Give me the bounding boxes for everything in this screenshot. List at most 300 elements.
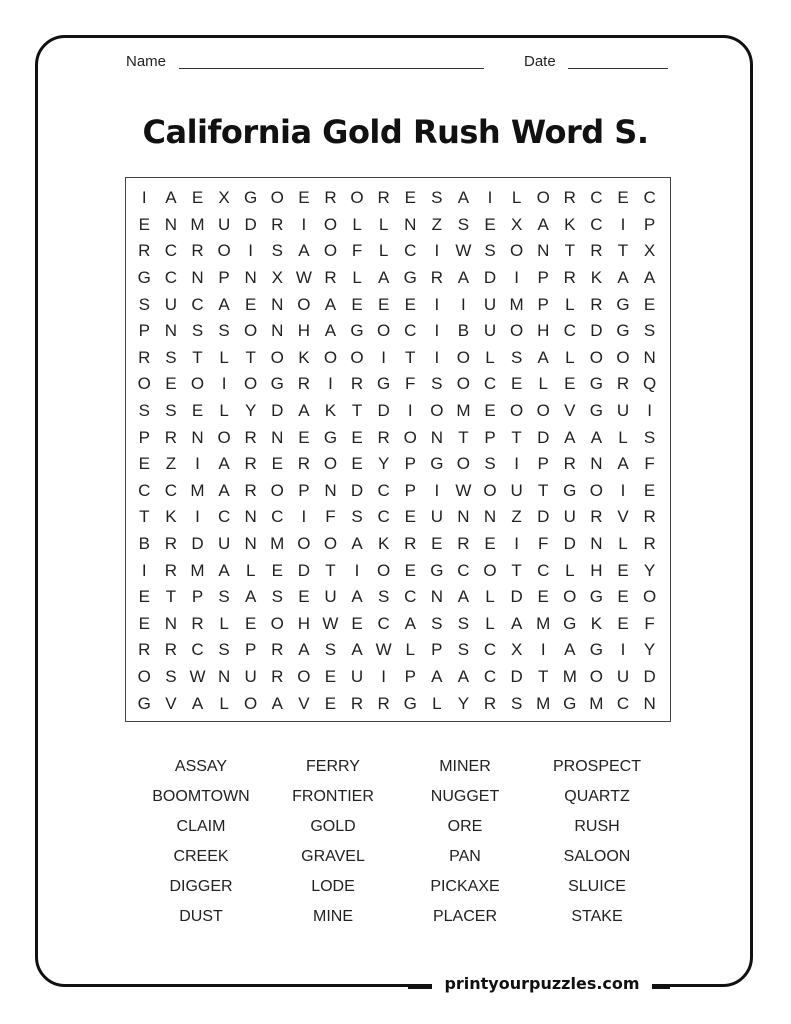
grid-cell: R xyxy=(244,454,257,474)
grid-cell: L xyxy=(432,693,442,713)
grid-cell: E xyxy=(404,294,416,314)
word-list-item: PAN xyxy=(449,848,481,865)
grid-cell: M xyxy=(509,294,524,314)
grid-cell: A xyxy=(457,268,470,288)
grid-cell: E xyxy=(484,401,496,421)
name-field[interactable] xyxy=(179,68,484,69)
grid-cell: S xyxy=(271,587,283,607)
grid-cell: R xyxy=(297,454,310,474)
grid-cell: O xyxy=(536,401,550,421)
word-list-item: SALOON xyxy=(563,848,631,865)
grid-cell: R xyxy=(350,693,364,713)
word-list-item: QUARTZ xyxy=(564,788,630,805)
grid-cell: R xyxy=(563,188,576,208)
grid-cell: M xyxy=(190,560,205,580)
grid-cell: O xyxy=(456,454,471,474)
grid-cell: E xyxy=(191,188,204,208)
grid-cell: A xyxy=(245,587,257,607)
grid-cell: L xyxy=(405,640,415,660)
grid-cell: K xyxy=(324,401,337,421)
grid-cell: B xyxy=(138,534,150,554)
grid-cell: O xyxy=(403,427,417,447)
grid-cell: K xyxy=(298,347,310,367)
grid-cell: X xyxy=(218,188,230,208)
grid-cell: A xyxy=(377,268,390,288)
word-list-item: NUGGET xyxy=(430,788,500,805)
grid-cell: S xyxy=(510,347,523,367)
letter-grid xyxy=(131,185,663,717)
grid-cell: A xyxy=(617,268,629,288)
grid-cell: E xyxy=(245,613,257,633)
grid-cell: Y xyxy=(643,640,656,660)
grid-cell: R xyxy=(271,640,284,660)
grid-cell: D xyxy=(271,401,284,421)
grid-cell: W xyxy=(295,268,312,288)
grid-cell: I xyxy=(514,534,519,554)
grid-cell: X xyxy=(271,268,283,288)
grid-cell: R xyxy=(563,454,576,474)
grid-cell: W xyxy=(322,613,339,633)
grid-cell: F xyxy=(405,374,416,394)
footer-site-link[interactable]: printyourpuzzles.com xyxy=(432,974,652,993)
grid-cell: N xyxy=(191,268,204,288)
grid-cell: N xyxy=(191,427,204,447)
grid-cell: K xyxy=(590,613,603,633)
grid-cell: P xyxy=(404,480,416,500)
word-list-item: PROSPECT xyxy=(552,758,641,775)
grid-cell: N xyxy=(271,321,284,341)
grid-cell: E xyxy=(484,534,496,554)
grid-cell: A xyxy=(191,693,204,713)
grid-cell: O xyxy=(350,188,364,208)
grid-cell: S xyxy=(457,613,470,633)
grid-cell: D xyxy=(643,666,656,686)
grid-cell: R xyxy=(324,268,337,288)
grid-cell: E xyxy=(138,613,150,633)
grid-cell: F xyxy=(644,613,655,633)
grid-cell: G xyxy=(377,374,391,394)
grid-cell: R xyxy=(643,507,656,527)
word-list-item: GOLD xyxy=(310,818,356,835)
grid-cell: I xyxy=(248,241,254,261)
grid-cell: E xyxy=(271,560,283,580)
grid-cell: E xyxy=(138,454,150,474)
grid-cell: E xyxy=(191,401,204,421)
grid-cell: D xyxy=(297,560,310,580)
grid-cell: C xyxy=(377,480,390,500)
grid-cell: A xyxy=(298,640,310,660)
grid-cell: R xyxy=(616,374,630,394)
grid-cell: E xyxy=(643,480,656,500)
grid-cell: G xyxy=(589,401,603,421)
grid-cell: S xyxy=(138,294,150,314)
grid-cell: L xyxy=(618,534,628,554)
grid-cell: C xyxy=(271,507,284,527)
grid-cell: I xyxy=(620,214,626,234)
grid-cell: N xyxy=(164,214,178,234)
grid-cell: S xyxy=(138,401,150,421)
grid-cell: Z xyxy=(431,214,443,234)
grid-cell: L xyxy=(485,613,495,633)
grid-cell: T xyxy=(351,401,363,421)
grid-cell: E xyxy=(431,534,443,554)
grid-cell: R xyxy=(377,693,390,713)
word-list-item: GRAVEL xyxy=(301,848,365,865)
grid-cell: L xyxy=(378,241,389,261)
grid-cell: O xyxy=(270,188,284,208)
grid-cell: Y xyxy=(245,401,257,421)
grid-cell: P xyxy=(537,268,549,288)
grid-cell: W xyxy=(455,480,472,500)
grid-cell: O xyxy=(377,560,391,580)
grid-cell: L xyxy=(485,347,495,367)
grid-cell: A xyxy=(537,214,549,234)
grid-cell: O xyxy=(323,347,338,367)
grid-cell: C xyxy=(404,587,417,607)
grid-cell: S xyxy=(377,587,390,607)
grid-cell: O xyxy=(297,294,311,314)
word-list-item: CLAIM xyxy=(176,818,226,835)
grid-cell: G xyxy=(589,640,603,660)
grid-cell: E xyxy=(351,454,363,474)
grid-cell: M xyxy=(589,693,604,713)
word-list-item: RUSH xyxy=(574,818,620,835)
grid-cell: O xyxy=(244,693,258,713)
grid-cell: R xyxy=(483,693,497,713)
grid-cell: G xyxy=(137,693,151,713)
grid-cell: U xyxy=(616,666,630,686)
grid-cell: N xyxy=(404,214,417,234)
grid-cell: C xyxy=(590,214,603,234)
word-list xyxy=(135,752,665,932)
grid-cell: I xyxy=(461,294,466,314)
grid-cell: R xyxy=(457,534,470,554)
grid-cell: G xyxy=(403,268,417,288)
grid-cell: P xyxy=(484,427,496,447)
grid-cell: I xyxy=(141,560,147,580)
word-list-item: SLUICE xyxy=(568,878,626,895)
grid-cell: A xyxy=(457,188,470,208)
grid-cell: P xyxy=(537,454,549,474)
grid-cell: L xyxy=(352,214,362,234)
grid-cell: X xyxy=(510,214,523,234)
grid-cell: A xyxy=(218,294,230,314)
grid-cell: S xyxy=(484,454,496,474)
grid-cell: G xyxy=(323,427,338,447)
grid-cell: N xyxy=(217,666,231,686)
grid-cell: O xyxy=(456,374,471,394)
grid-cell: T xyxy=(245,347,256,367)
grid-cell: R xyxy=(271,214,284,234)
grid-cell: D xyxy=(483,268,497,288)
grid-cell: H xyxy=(297,321,310,341)
grid-cell: E xyxy=(564,374,576,394)
grid-cell: O xyxy=(190,374,205,394)
grid-cell: G xyxy=(616,294,630,314)
grid-cell: I xyxy=(434,241,440,261)
grid-cell: O xyxy=(137,666,151,686)
grid-cell: E xyxy=(324,666,337,686)
grid-cell: G xyxy=(589,374,603,394)
grid-cell: E xyxy=(245,294,257,314)
grid-cell: G xyxy=(270,374,284,394)
grid-cell: L xyxy=(511,188,522,208)
word-search-grid xyxy=(125,177,671,722)
grid-cell: A xyxy=(218,560,230,580)
grid-cell: C xyxy=(164,268,178,288)
grid-cell: D xyxy=(377,401,390,421)
grid-cell: C xyxy=(483,640,497,660)
grid-cell: N xyxy=(483,507,497,527)
grid-cell: A xyxy=(298,241,310,261)
grid-cell: O xyxy=(509,321,524,341)
grid-cell: A xyxy=(218,454,230,474)
grid-cell: O xyxy=(217,427,231,447)
grid-cell: L xyxy=(565,560,575,580)
grid-cell: C xyxy=(191,294,204,314)
date-field[interactable] xyxy=(568,68,668,69)
footer-rule-left xyxy=(408,986,433,989)
word-list-item: DUST xyxy=(179,908,223,925)
grid-cell: D xyxy=(590,321,603,341)
grid-cell: U xyxy=(616,401,630,421)
grid-cell: R xyxy=(138,241,151,261)
grid-cell: I xyxy=(221,374,227,394)
grid-cell: T xyxy=(325,560,336,580)
grid-cell: L xyxy=(378,214,389,234)
grid-cell: P xyxy=(404,454,416,474)
grid-cell: I xyxy=(620,640,626,660)
grid-cell: R xyxy=(324,188,337,208)
grid-cell: G xyxy=(403,693,417,713)
word-list-item: ORE xyxy=(447,818,483,835)
grid-cell: R xyxy=(244,427,257,447)
grid-cell: O xyxy=(430,401,444,421)
grid-cell: N xyxy=(590,454,603,474)
grid-cell: N xyxy=(643,347,656,367)
grid-cell: T xyxy=(538,480,549,500)
grid-cell: O xyxy=(616,347,630,367)
grid-cell: A xyxy=(431,666,443,686)
grid-cell: O xyxy=(244,321,258,341)
grid-cell: S xyxy=(457,640,470,660)
grid-cell: P xyxy=(138,427,150,447)
grid-cell: T xyxy=(564,241,575,261)
word-list-item: MINE xyxy=(313,908,353,925)
grid-cell: V xyxy=(298,693,310,713)
word-list-item: ASSAY xyxy=(174,758,228,775)
grid-cell: V xyxy=(617,507,629,527)
grid-cell: T xyxy=(192,347,203,367)
grid-cell: N xyxy=(324,480,337,500)
grid-cell: U xyxy=(217,214,231,234)
word-list-item: CREEK xyxy=(173,848,229,865)
grid-cell: C xyxy=(164,241,178,261)
grid-cell: L xyxy=(565,347,575,367)
grid-cell: A xyxy=(351,640,363,660)
grid-cell: I xyxy=(301,214,307,234)
grid-cell: P xyxy=(643,214,656,234)
grid-cell: E xyxy=(271,454,283,474)
page-title: California Gold Rush Word S. xyxy=(142,113,649,151)
grid-cell: U xyxy=(483,294,497,314)
grid-cell: T xyxy=(139,507,150,527)
grid-cell: E xyxy=(138,587,150,607)
grid-cell: R xyxy=(643,534,656,554)
grid-cell: A xyxy=(298,401,310,421)
grid-cell: W xyxy=(189,666,206,686)
grid-cell: G xyxy=(430,454,444,474)
grid-cell: P xyxy=(431,640,443,660)
grid-cell: L xyxy=(219,693,229,713)
grid-cell: O xyxy=(377,321,391,341)
grid-cell: C xyxy=(483,666,497,686)
grid-cell: H xyxy=(590,560,603,580)
grid-cell: S xyxy=(484,241,496,261)
grid-cell: E xyxy=(484,214,496,234)
grid-cell: R xyxy=(563,268,576,288)
grid-cell: R xyxy=(377,188,390,208)
grid-cell: R xyxy=(138,347,151,367)
grid-cell: D xyxy=(537,507,550,527)
grid-cell: N xyxy=(537,241,550,261)
grid-cell: A xyxy=(617,454,629,474)
grid-cell: N xyxy=(271,427,284,447)
grid-cell: P xyxy=(191,587,204,607)
grid-cell: A xyxy=(457,666,470,686)
grid-cell: O xyxy=(323,534,338,554)
grid-cell: E xyxy=(351,427,363,447)
grid-cell: U xyxy=(483,321,497,341)
word-list-item: STAKE xyxy=(571,908,623,925)
grid-cell: T xyxy=(511,427,522,447)
grid-cell: B xyxy=(457,321,470,341)
word-list-item: FERRY xyxy=(306,758,360,775)
grid-cell: L xyxy=(618,427,628,447)
grid-cell: P xyxy=(138,321,150,341)
grid-cell: R xyxy=(590,507,603,527)
grid-cell: R xyxy=(138,640,151,660)
grid-cell: K xyxy=(590,268,603,288)
grid-cell: A xyxy=(537,347,549,367)
grid-cell: U xyxy=(244,666,257,686)
grid-cell: C xyxy=(563,321,576,341)
grid-cell: S xyxy=(324,640,337,660)
grid-cell: I xyxy=(328,374,333,394)
grid-cell: N xyxy=(643,693,656,713)
grid-cell: S xyxy=(191,321,204,341)
grid-cell: D xyxy=(510,666,523,686)
grid-cell: R xyxy=(244,480,257,500)
word-list-item: LODE xyxy=(311,878,355,895)
grid-cell: G xyxy=(430,560,444,580)
grid-cell: E xyxy=(351,294,363,314)
grid-cell: R xyxy=(164,640,178,660)
grid-cell: O xyxy=(297,666,311,686)
grid-cell: I xyxy=(647,401,652,421)
grid-cell: D xyxy=(563,534,576,554)
grid-cell: A xyxy=(457,587,470,607)
grid-cell: N xyxy=(244,534,257,554)
grid-cell: W xyxy=(455,241,472,261)
grid-cell: D xyxy=(537,427,550,447)
grid-cell: E xyxy=(617,587,629,607)
grid-cell: C xyxy=(616,693,630,713)
grid-cell: E xyxy=(510,374,523,394)
grid-cell: N xyxy=(164,321,178,341)
word-list-item: BOOMTOWN xyxy=(152,788,250,805)
grid-cell: E xyxy=(377,294,390,314)
grid-cell: L xyxy=(245,560,256,580)
grid-cell: S xyxy=(510,693,523,713)
grid-cell: E xyxy=(165,374,177,394)
grid-cell: I xyxy=(620,480,626,500)
grid-cell: G xyxy=(244,188,258,208)
grid-cell: S xyxy=(271,241,283,261)
grid-cell: P xyxy=(298,480,310,500)
grid-cell: A xyxy=(564,640,576,660)
grid-cell: F xyxy=(644,454,655,474)
word-list-item: PLACER xyxy=(432,908,498,925)
grid-cell: W xyxy=(375,640,392,660)
grid-cell: T xyxy=(165,587,177,607)
grid-cell: I xyxy=(487,188,493,208)
grid-cell: H xyxy=(537,321,550,341)
grid-cell: L xyxy=(219,401,229,421)
grid-cell: E xyxy=(643,294,656,314)
grid-cell: A xyxy=(404,613,416,633)
grid-cell: O xyxy=(589,347,603,367)
grid-cell: O xyxy=(244,374,258,394)
grid-cell: S xyxy=(431,613,443,633)
grid-cell: S xyxy=(431,188,443,208)
grid-cell: G xyxy=(589,587,603,607)
grid-cell: S xyxy=(165,347,177,367)
grid-cell: A xyxy=(590,427,603,447)
grid-cell: F xyxy=(351,241,363,261)
grid-cell: A xyxy=(510,613,523,633)
grid-cell: N xyxy=(457,507,470,527)
grid-cell: U xyxy=(164,294,178,314)
grid-cell: S xyxy=(218,321,230,341)
grid-cell: R xyxy=(164,427,178,447)
grid-cell: O xyxy=(270,347,284,367)
name-label: Name xyxy=(126,53,167,70)
grid-cell: O xyxy=(137,374,151,394)
grid-cell: N xyxy=(271,294,284,314)
grid-cell: E xyxy=(617,188,629,208)
grid-cell: K xyxy=(165,507,177,527)
grid-cell: I xyxy=(354,560,360,580)
grid-cell: A xyxy=(165,188,177,208)
grid-cell: G xyxy=(563,480,577,500)
grid-cell: C xyxy=(404,321,417,341)
grid-cell: O xyxy=(642,587,657,607)
grid-cell: U xyxy=(217,534,231,554)
grid-cell: A xyxy=(324,321,337,341)
grid-cell: P xyxy=(245,640,257,660)
grid-cell: R xyxy=(590,241,603,261)
grid-cell: L xyxy=(219,347,229,367)
grid-cell: E xyxy=(537,587,549,607)
grid-cell: O xyxy=(217,241,231,261)
grid-cell: S xyxy=(457,214,470,234)
grid-cell: M xyxy=(270,534,285,554)
grid-cell: C xyxy=(483,374,497,394)
grid-cell: G xyxy=(563,613,577,633)
grid-cell: S xyxy=(165,666,177,686)
grid-cell: I xyxy=(381,347,386,367)
